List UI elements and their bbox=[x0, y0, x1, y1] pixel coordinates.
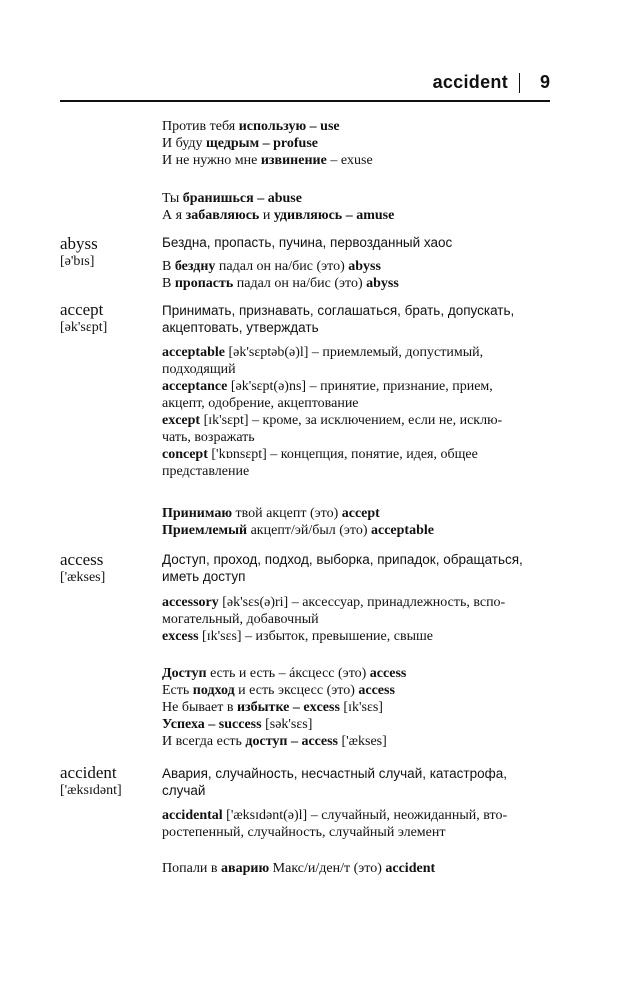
abyss-definition: Бездна, пропасть, пучина, первозданный хаос bbox=[162, 235, 453, 250]
accident-definition: Авария, случайность, несчастный случай, катастрофа, случай bbox=[162, 766, 508, 798]
transcription: ['æksɪdənt] bbox=[60, 783, 122, 798]
headword: accident bbox=[60, 763, 117, 782]
entry-accident bbox=[60, 763, 160, 800]
entry-access bbox=[60, 550, 160, 587]
running-header bbox=[60, 72, 550, 102]
intro-verse-2: Ты бранишься – abuse А я забавляюсь и удивляюсь – amuse bbox=[162, 191, 395, 223]
transcription: [ək'sɛpt] bbox=[60, 320, 108, 335]
access-mnemonic: Доступ есть и есть – áксцесс (это) access Есть подход и есть эксцесс (это) access Не бывает в избытке – excess [ɪk'sɛs] Успеха – success [sək'sɛs] И всегда есть доступ – access ['ækses] bbox=[162, 666, 407, 749]
access-definition: Доступ, проход, подход, выборка, припадок, обращаться, иметь доступ bbox=[162, 552, 523, 584]
accept-mnemonic: Принимаю твой акцепт (это) accept Приемлемый акцепт/эй/был (это) acceptable bbox=[162, 506, 434, 538]
headword: abyss bbox=[60, 234, 98, 253]
accept-related: acceptable [ək'sɛptəb(ə)l] – приемлемый, допустимый, подходящий acceptance [ək'sɛpt(ə)ns] – принятие, признание, прием, акцепт, одобрение, акцептование except [ɪk'sɛpt] – кроме, за исключением, если не, исклю- чать, возражать concept ['kɒnsɛpt] – концепция, понятие, идея, общее представление bbox=[162, 345, 503, 479]
header-divider bbox=[519, 73, 520, 93]
page-number: 9 bbox=[539, 72, 550, 92]
headword: accept bbox=[60, 300, 104, 319]
accident-mnemonic: Попали в аварию Макс/и/ден/т (это) accident bbox=[162, 861, 436, 876]
accept-definition: Принимать, признавать, соглашаться, брать, допускать, акцептовать, утверждать bbox=[162, 303, 515, 335]
transcription: [ə'bɪs] bbox=[60, 254, 95, 269]
accident-related: accidental ['æksɪdənt(ə)l] – случайный, неожиданный, вто- ростепенный, случайность, случайный элемент bbox=[162, 808, 508, 840]
entry-abyss bbox=[60, 234, 160, 271]
access-related: accessory [ək'sɛs(ə)ri] – аксессуар, принадлежность, вспо- могательный, добавочный excess [ɪk'sɛs] – избыток, превышение, свыше bbox=[162, 595, 506, 644]
headword: access bbox=[60, 550, 104, 569]
abyss-mnemonic: В бездну падал он на/бис (это) abyss В пропасть падал он на/бис (это) abyss bbox=[162, 259, 399, 291]
entry-accept bbox=[60, 300, 160, 337]
intro-verse-1: Против тебя использую – use И буду щедрым – profuse И не нужно мне извинение – exuse bbox=[162, 119, 373, 168]
transcription: ['ækses] bbox=[60, 570, 106, 585]
header-word: accident bbox=[432, 72, 508, 92]
